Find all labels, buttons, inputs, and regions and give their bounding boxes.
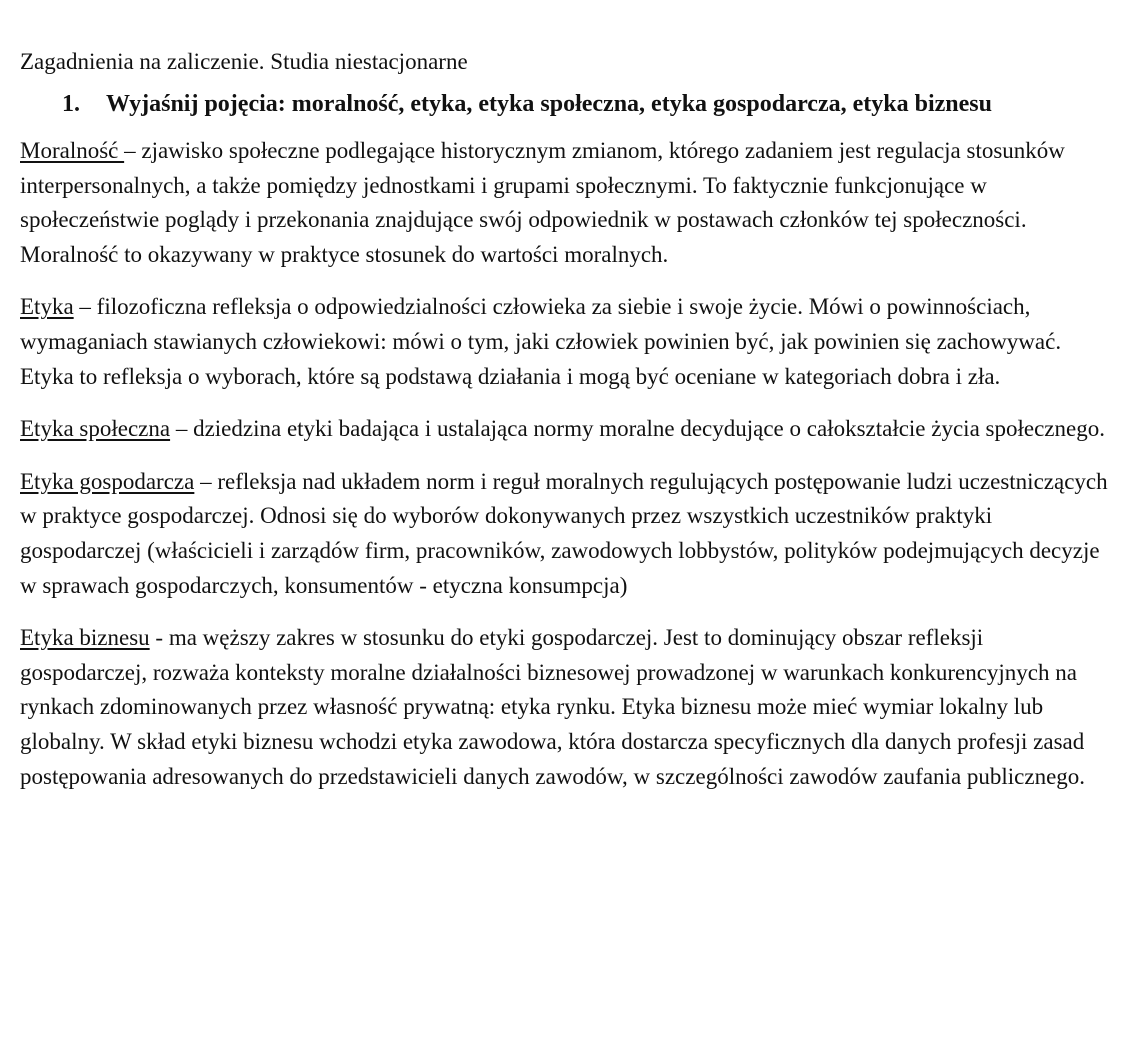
question-number: 1.: [62, 91, 80, 117]
definition-etyka: [20, 290, 1108, 394]
definition-term: Etyka: [20, 294, 74, 320]
definition-term: Etyka gospodarcza: [20, 468, 195, 494]
definition-term: Etyka biznesu: [20, 625, 150, 651]
question-heading: [20, 86, 1108, 122]
definition-text: – zjawisko społeczne podlegające historycznym zmianom, którego zadaniem jest regulacja stosunków interpersonalnych, a także pomiędzy jednostkami i grupami społecznymi. To faktycznie funkcjonujące w społeczeństwie poglądy i przekonania znajdujące swój odpowiednik w postawach członków tej społeczności. Moralność to okazywany w praktyce stosunek do wartości moralnych.: [20, 138, 1065, 267]
definition-etyka-gospodarcza: [20, 465, 1108, 603]
definition-text: – filozoficzna refleksja o odpowiedzialności człowieka za siebie i swoje życie. Mówi o powinnościach, wymaganiach stawianych człowiekowi: mówi o tym, jaki człowiek powinien być, jak powinien się zachowywać. Etyka to refleksja o wyborach, które są podstawą działania i mogą być oceniane w kategoriach dobra i zła.: [20, 294, 1062, 389]
definition-etyka-spoleczna: [20, 412, 1108, 447]
definition-term: Etyka społeczna: [20, 416, 171, 442]
definition-moralnosc: [20, 134, 1108, 272]
question-text: Wyjaśnij pojęcia: moralność, etyka, etyka społeczna, etyka gospodarcza, etyka biznesu: [106, 91, 992, 117]
definition-text: – refleksja nad układem norm i reguł moralnych regulujących postępowanie ludzi uczestniczących w praktyce gospodarczej. Odnosi się do wyborów dokonywanych przez wszystkich uczestników praktyki gospodarczej (właścicieli i zarządów firm, pracowników, zawodowych lobbystów, polityków podejmujących decyzje w sprawach gospodarczych, konsumentów - etyczna konsumpcja): [20, 468, 1108, 598]
definition-etyka-biznesu: [20, 621, 1108, 794]
definition-text: – dziedzina etyki badająca i ustalająca normy moralne decydujące o całokształcie życia społecznego.: [170, 416, 1105, 442]
definition-term: Moralność: [20, 138, 125, 163]
definition-text: - ma węższy zakres w stosunku do etyki gospodarczej. Jest to dominujący obszar refleksji gospodarczej, rozważa konteksty moralne działalności biznesowej prowadzonej w warunkach konkurencyjnych na rynkach zdominowanych przez własność prywatną: etyka rynku. Etyka biznesu może mieć wymiar lokalny lub globalny. W skład etyki biznesu wchodzi etyka zawodowa, która dostarcza specyficznych dla danych profesji zasad postępowania adresowanych do przedstawicieli danych zawodów, w szczególności zawodów zaufania publicznego.: [20, 625, 1086, 789]
document-title: Zagadnienia na zaliczenie. Studia niestacjonarne: [20, 49, 468, 74]
